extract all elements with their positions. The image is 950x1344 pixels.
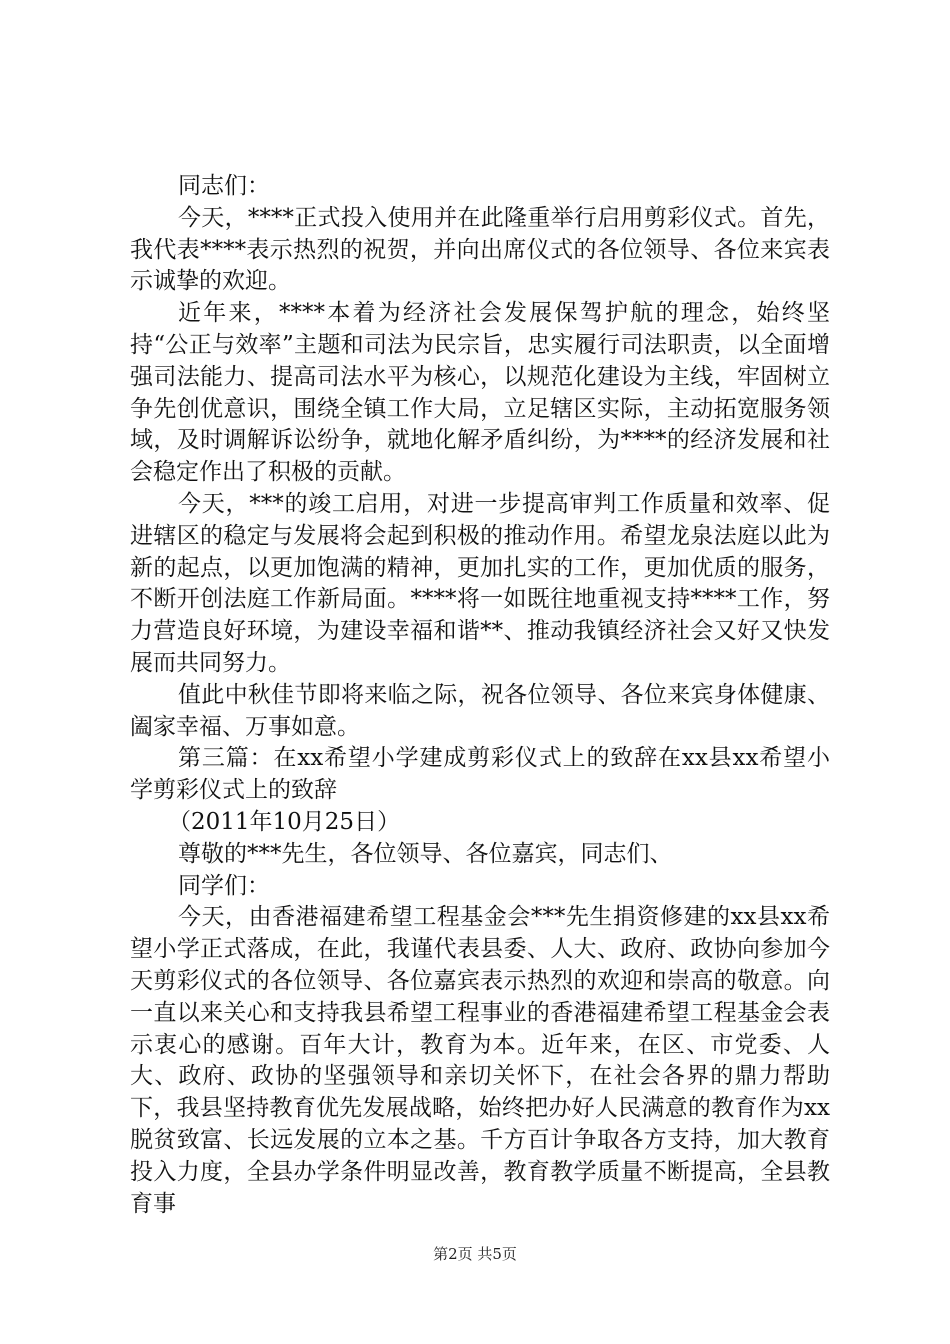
body-paragraph: 近年来，****本着为经济社会发展保驾护航的理念，始终坚持“公正与效率”主题和司法为民宗旨，忠实履行司法职责，以全面增强司法能力、提高司法水平为核心，以规范化建设为主线，牢固树立争先创优意识，围绕全镇工作大局，立足辖区实际，主动拓宽服务领域，及时调解诉讼纷争，就地化解矛盾纠纷，为****的经济发展和社会稳定作出了积极的贡献。 <box>130 300 830 486</box>
section-heading: 第三篇：在xx希望小学建成剪彩仪式上的致辞在xx县xx希望小学剪彩仪式上的致辞 <box>130 745 830 804</box>
page-number-footer: 第2页 共5页 <box>433 1245 517 1263</box>
body-paragraph: 今天，***的竣工启用，对进一步提高审判工作质量和效率、促进辖区的稳定与发展将会起到积极的推动作用。希望龙泉法庭以此为新的起点，以更加饱满的精神，更加扎实的工作，更加优质的服务，不断开创法庭工作新局面。****将一如既往地重视支持****工作，努力营造良好环境，为建设幸福和谐**、推动我镇经济社会又好又快发展而共同努力。 <box>130 490 830 676</box>
document-body <box>130 171 830 1220</box>
salutation-line: 同学们： <box>178 872 270 899</box>
date-line: （2011年10月25日） <box>168 808 401 835</box>
body-paragraph: 今天，****正式投入使用并在此隆重举行启用剪彩仪式。首先，我代表****表示热烈的祝贺，并向出席仪式的各位领导、各位来宾表示诚挚的欢迎。 <box>130 204 830 295</box>
body-paragraph: 今天，由香港福建希望工程基金会***先生捐资修建的xx县xx希望小学正式落成，在此，我谨代表县委、人大、政府、政协向参加今天剪彩仪式的各位领导、各位嘉宾表示热烈的欢迎和崇高的敬意。向一直以来关心和支持我县希望工程事业的香港福建希望工程基金会表示衷心的感谢。百年大计，教育为本。近年来，在区、市党委、人大、政府、政协的坚强领导和亲切关怀下，在社会各界的鼎力帮助下，我县坚持教育优先发展战略，始终把办好人民满意的教育作为xx脱贫致富、长远发展的立本之基。千方百计争取各方支持，加大教育投入力度，全县办学条件明显改善，教育教学质量不断提高，全县教育事 <box>130 904 830 1217</box>
body-paragraph: 值此中秋佳节即将来临之际，祝各位领导、各位来宾身体健康、阖家幸福、万事如意。 <box>130 681 830 740</box>
greeting-paragraph: 同志们： <box>178 173 270 199</box>
salutation-line: 尊敬的***先生，各位领导、各位嘉宾，同志们、 <box>178 840 673 867</box>
